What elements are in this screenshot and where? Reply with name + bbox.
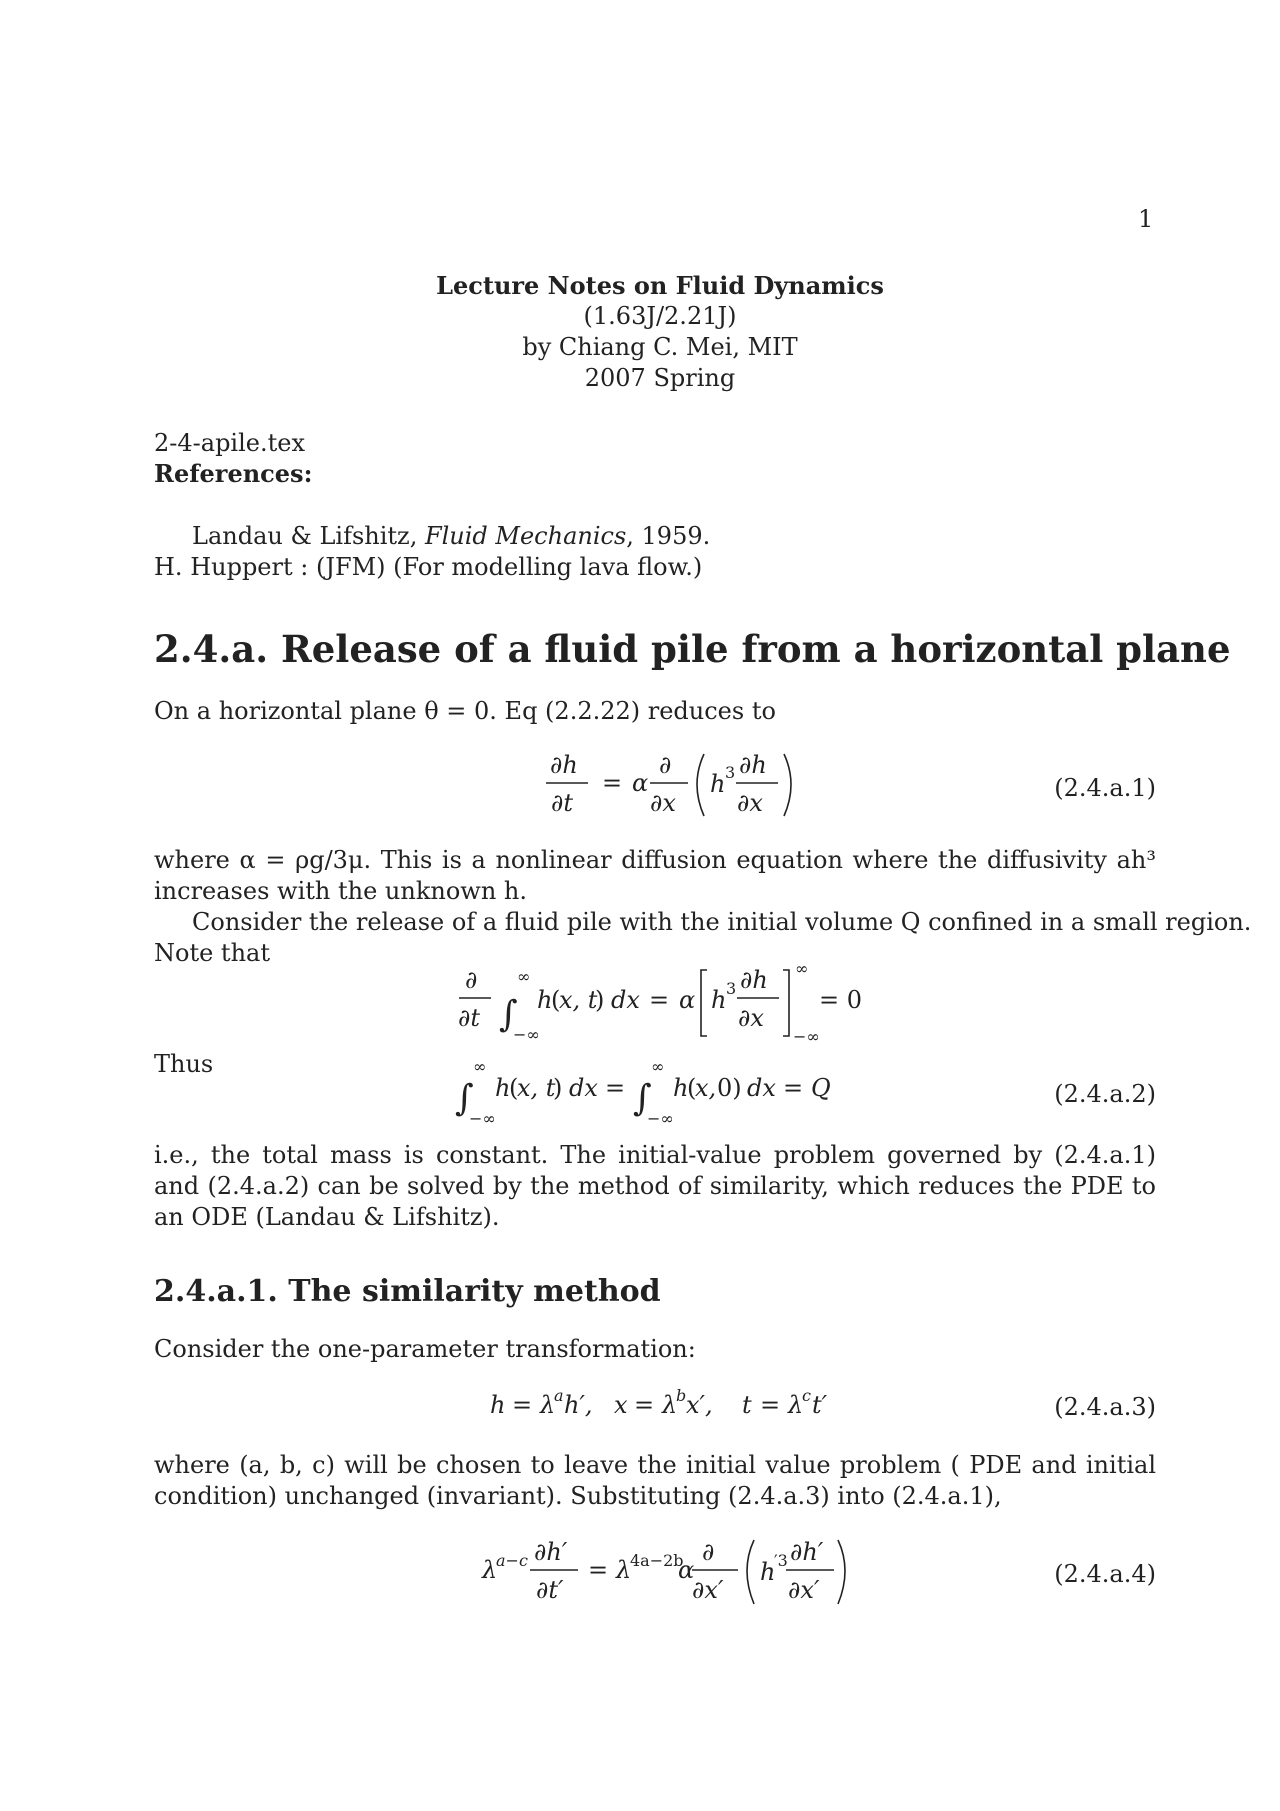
svg-text:∂: ∂ <box>659 751 672 779</box>
document-title: Lecture Notes on Fluid Dynamics <box>436 271 884 300</box>
svg-text:∞: ∞ <box>517 967 531 986</box>
svg-text:∂x′: ∂x′ <box>692 1576 724 1604</box>
svg-text:h: h <box>760 1558 776 1586</box>
svg-text:=: = <box>634 1391 655 1419</box>
svg-text:λ: λ <box>788 1391 804 1419</box>
svg-text:−∞: −∞ <box>469 1109 496 1128</box>
svg-text:∂h: ∂h <box>739 751 767 779</box>
term: 2007 Spring <box>584 364 736 392</box>
svg-text:∂h: ∂h <box>740 966 768 994</box>
file-name: 2-4-apile.tex <box>154 429 305 457</box>
svg-text:h: h <box>490 1391 506 1419</box>
paragraph-diffusion: where α = ρg/3μ. This is a nonlinear diffusion equation where the diffusivity ah³ increases with the unknown h. <box>154 846 1156 905</box>
paragraph-invariant: where (a, b, c) will be chosen to leave the initial value problem ( PDE and initial condition) unchanged (invariant). Substituting (2.4.a.3) into (2.4.a.1), <box>154 1451 1156 1510</box>
equation-label-2-4-a-2: (2.4.a.2) <box>1054 1080 1156 1108</box>
svg-text:∂h′: ∂h′ <box>790 1538 824 1566</box>
svg-text:x′,: x′, <box>686 1391 713 1419</box>
svg-text:′3: ′3 <box>774 1551 788 1570</box>
svg-text:h: h <box>673 1074 689 1102</box>
svg-text:=: = <box>760 1391 781 1419</box>
svg-text:x: x <box>614 1391 628 1419</box>
svg-text:): ) <box>595 986 605 1014</box>
svg-text:∫: ∫ <box>633 1078 652 1119</box>
svg-text:x,: x, <box>695 1074 717 1102</box>
svg-text:−∞: −∞ <box>793 1027 820 1046</box>
svg-text:(: ( <box>687 1074 697 1102</box>
equation-2-4-a-3 <box>490 1383 870 1423</box>
svg-text:∞: ∞ <box>795 959 809 978</box>
thus-label: Thus <box>154 1050 214 1078</box>
svg-text:∂: ∂ <box>465 966 478 994</box>
svg-text:c: c <box>802 1386 811 1405</box>
section-intro: On a horizontal plane θ = 0. Eq (2.2.22) reduces to <box>154 697 776 725</box>
svg-text:3: 3 <box>725 763 736 782</box>
svg-text:λ: λ <box>540 1391 556 1419</box>
svg-text:∂t: ∂t <box>551 789 574 817</box>
svg-text:x, t: x, t <box>517 1074 556 1102</box>
svg-text:−∞: −∞ <box>647 1109 674 1128</box>
svg-text:∞: ∞ <box>473 1057 487 1076</box>
svg-text:b: b <box>676 1386 687 1405</box>
svg-text:4a−2b: 4a−2b <box>630 1551 684 1570</box>
svg-text:λ: λ <box>662 1391 678 1419</box>
svg-text:=: = <box>605 1074 626 1102</box>
author: by Chiang C. Mei, MIT <box>522 333 798 361</box>
reference-landau-year: , 1959. <box>626 522 711 550</box>
svg-text:−∞: −∞ <box>513 1025 540 1044</box>
svg-text:(: ( <box>551 986 561 1014</box>
svg-text:∂t: ∂t <box>458 1004 481 1032</box>
svg-text:x, t: x, t <box>559 986 598 1014</box>
svg-text:a−c: a−c <box>496 1551 528 1570</box>
svg-text:Q: Q <box>811 1074 831 1102</box>
reference-huppert: H. Huppert : (JFM) (For modelling lava flow.) <box>154 553 703 581</box>
svg-text:dx: dx <box>611 986 640 1014</box>
svg-text:∞: ∞ <box>651 1057 665 1076</box>
svg-text:∂x: ∂x <box>738 1004 764 1032</box>
svg-text:0): 0) <box>717 1074 742 1102</box>
page-number: 1 <box>1138 205 1154 233</box>
svg-text:∫: ∫ <box>499 994 518 1035</box>
svg-text:∂h: ∂h <box>550 751 578 779</box>
svg-text:∂h′: ∂h′ <box>534 1538 568 1566</box>
svg-text:∂t′: ∂t′ <box>536 1576 564 1604</box>
subsection-intro: Consider the one-parameter transformation: <box>154 1335 696 1363</box>
svg-text:): ) <box>553 1074 563 1102</box>
svg-text:h′,: h′, <box>564 1391 593 1419</box>
svg-text:(: ( <box>509 1074 519 1102</box>
svg-text:=: = <box>588 1556 609 1584</box>
equation-2-4-a-1 <box>540 746 800 826</box>
svg-text:∂x: ∂x <box>737 789 763 817</box>
reference-landau-authors: Landau & Lifshitz, <box>192 522 425 550</box>
svg-text:=: = <box>602 769 623 797</box>
svg-text:∫: ∫ <box>455 1078 474 1119</box>
paragraph-release-line2: Note that <box>154 939 270 967</box>
paragraph-release-line1: Consider the release of a fluid pile with the initial volume Q confined in a small region. <box>192 908 1252 936</box>
svg-text:3: 3 <box>726 979 737 998</box>
svg-text:h: h <box>710 770 726 798</box>
svg-text:=: = <box>783 1074 804 1102</box>
equation-label-2-4-a-4: (2.4.a.4) <box>1054 1560 1156 1588</box>
paragraph-mass-constant: i.e., the total mass is constant. The initial-value problem governed by (2.4.a.1) and (2.4.a.2) can be solved by the method of similarity, which reduces the PDE to an ODE (Landau & Lifshitz). <box>154 1141 1156 1231</box>
svg-text:=: = <box>649 986 670 1014</box>
equation-mass-derivative <box>455 960 875 1046</box>
svg-text:∂x: ∂x <box>650 789 676 817</box>
equation-2-4-a-2 <box>455 1058 895 1128</box>
svg-text:α: α <box>679 986 696 1014</box>
course-number: (1.63J/2.21J) <box>583 302 737 330</box>
svg-text:λ: λ <box>482 1556 498 1584</box>
svg-text:= 0: = 0 <box>819 986 863 1014</box>
svg-text:h: h <box>495 1074 511 1102</box>
svg-text:α: α <box>678 1556 695 1584</box>
svg-text:λ: λ <box>616 1556 632 1584</box>
svg-text:=: = <box>512 1391 533 1419</box>
svg-text:dx: dx <box>569 1074 598 1102</box>
svg-text:a: a <box>554 1386 564 1405</box>
equation-2-4-a-4 <box>482 1532 842 1612</box>
reference-landau-title: Fluid Mechanics <box>424 522 627 550</box>
svg-text:dx: dx <box>747 1074 776 1102</box>
svg-text:∂: ∂ <box>702 1538 715 1566</box>
svg-text:h: h <box>537 986 553 1014</box>
svg-text:t′: t′ <box>812 1391 828 1419</box>
svg-text:∂x′: ∂x′ <box>788 1576 820 1604</box>
subsection-heading: 2.4.a.1. The similarity method <box>154 1274 661 1309</box>
reference-landau <box>192 521 710 552</box>
references-heading: References: <box>154 459 313 488</box>
svg-text:h: h <box>711 986 727 1014</box>
equation-label-2-4-a-3: (2.4.a.3) <box>1054 1393 1156 1421</box>
equation-label-2-4-a-1: (2.4.a.1) <box>1054 774 1156 802</box>
svg-text:t: t <box>742 1391 752 1419</box>
section-heading: 2.4.a. Release of a fluid pile from a horizontal plane <box>154 627 1231 671</box>
svg-text:α: α <box>632 769 649 797</box>
